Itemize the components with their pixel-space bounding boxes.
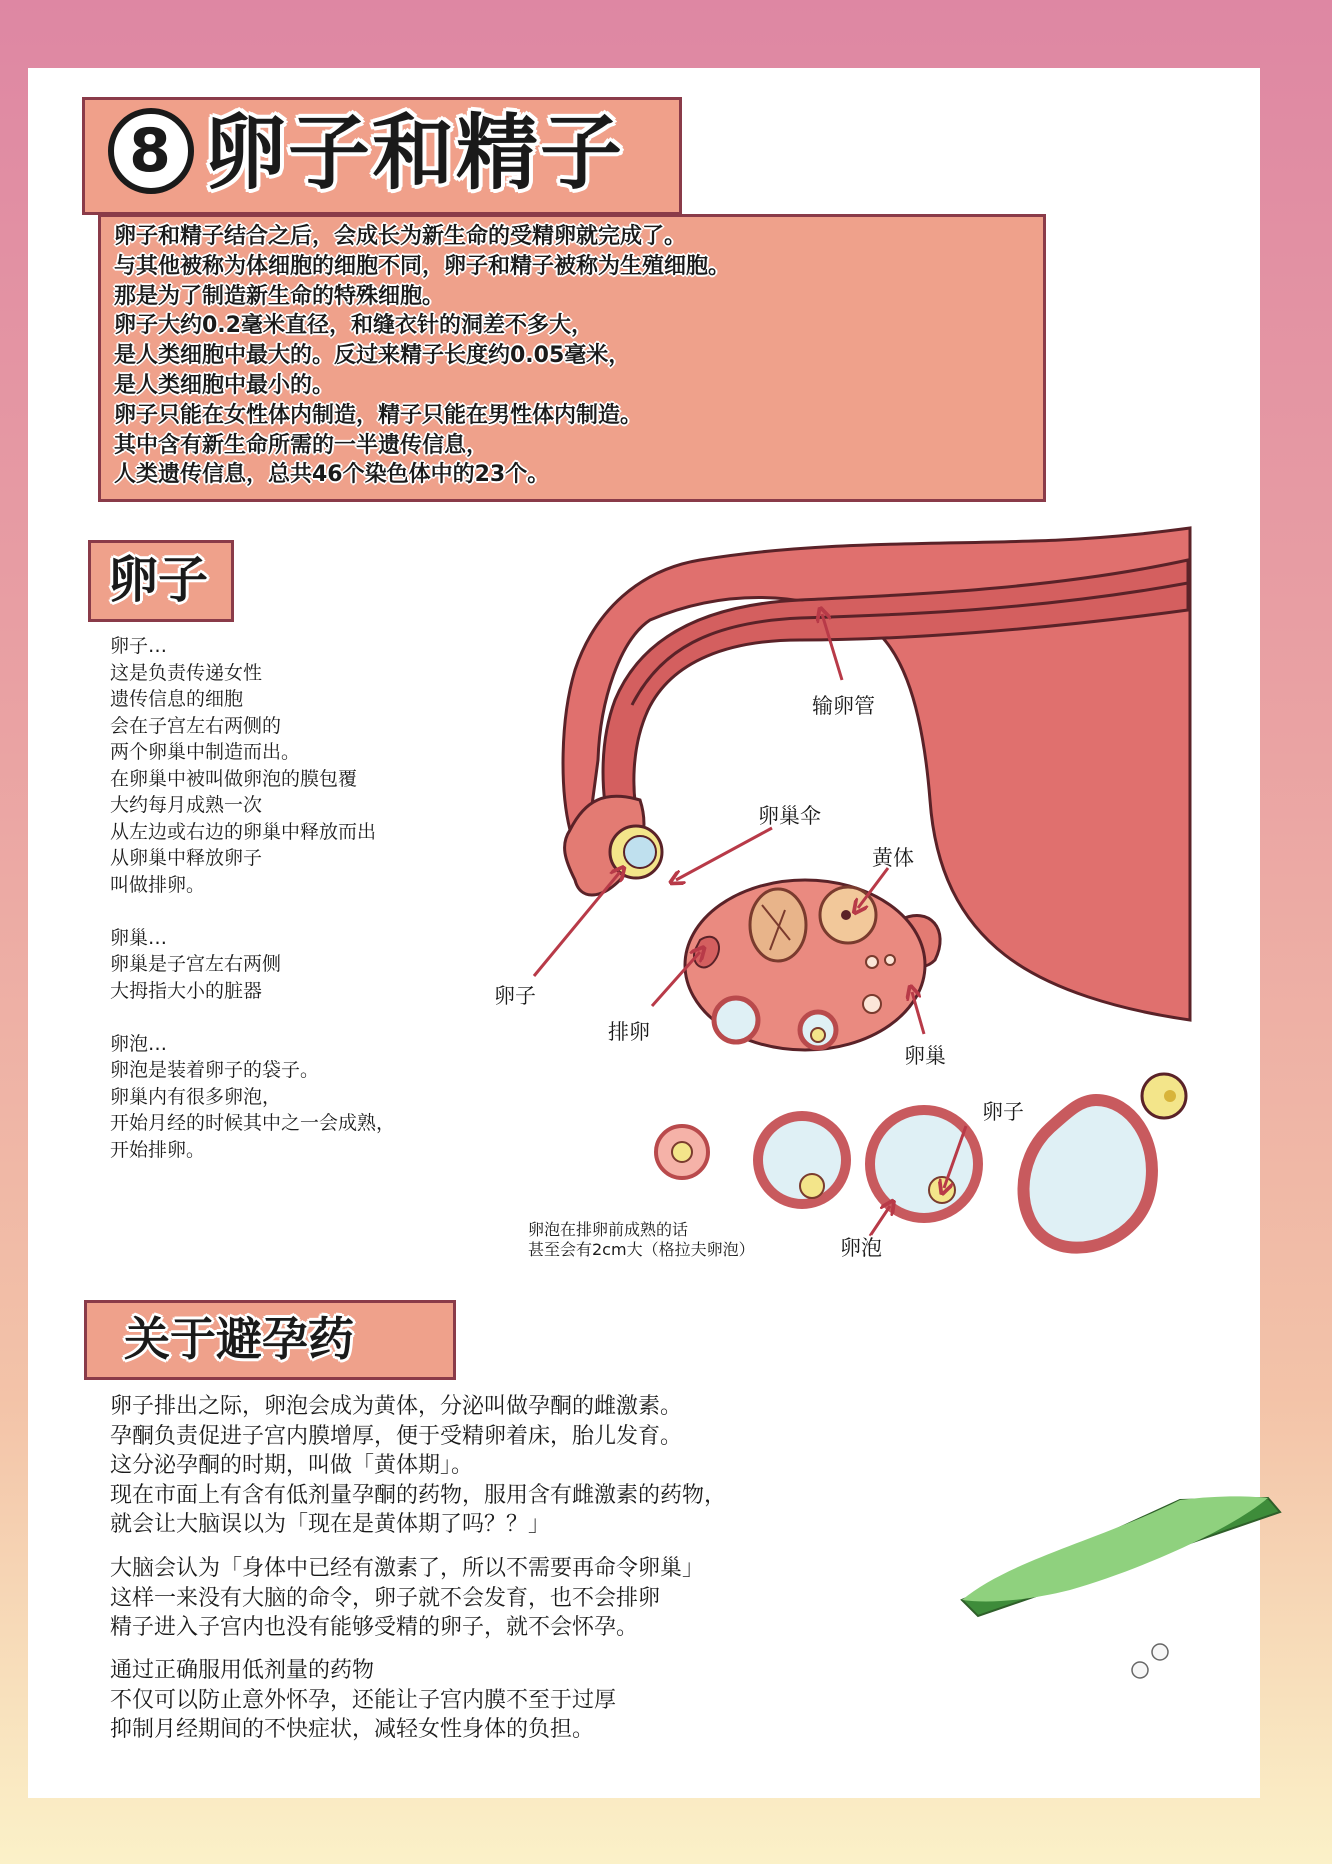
intro-line: 其中含有新生命所需的一半遗传信息， xyxy=(114,432,489,458)
intro-line: 是人类细胞中最大的。反过来精子长度约0.05毫米， xyxy=(114,343,631,369)
pill-text-line: 这分泌孕酮的时期，叫做「黄体期」。 xyxy=(110,1453,474,1478)
caption-line: 卵泡在排卵前成熟的话 xyxy=(528,1220,689,1239)
pill-text-line: 卵子排出之际，卵泡会成为黄体，分泌叫做孕酮的雌激素。 xyxy=(110,1394,683,1419)
pill-text-line: 现在市面上有含有低剂量孕酮的药物，服用含有雌激素的药物， xyxy=(110,1482,727,1508)
egg-text-line: 这是负责传递女性 xyxy=(110,661,263,684)
label-follicle: 卵泡 xyxy=(840,1236,882,1260)
follicle-caption xyxy=(528,1220,755,1260)
pill-pack-illustration xyxy=(962,1496,1280,1678)
egg-text-line: 从卵巢中释放卵子 xyxy=(110,847,263,869)
egg-text-line: 会在子宫左右两侧的 xyxy=(110,714,282,737)
ovary-text-line: 卵巢是子宫左右两侧 xyxy=(110,953,282,975)
egg-heading: 卵子 xyxy=(108,551,208,609)
ovary-text-line: 大拇指大小的脏器 xyxy=(110,979,263,1002)
pill-text-line: 就会让大脑误以为「现在是黄体期了吗？？」 xyxy=(110,1512,551,1537)
label-ovary: 卵巢 xyxy=(904,1044,946,1068)
egg-text-line: 大约每月成熟一次 xyxy=(110,794,263,816)
follicle-text-line: 开始月经的时候其中之一会成熟， xyxy=(110,1112,396,1134)
pill-text-line: 不仅可以防止意外怀孕，还能让子宫内膜不至于过厚 xyxy=(110,1687,617,1713)
title-text: 卵子和精子 xyxy=(204,106,625,201)
pill-text-line: 抑制月经期间的不快症状，减轻女性身体的负担。 xyxy=(110,1717,595,1742)
pill-paragraph-2 xyxy=(110,1554,704,1643)
caption-line: 甚至会有2cm大（格拉夫卵泡） xyxy=(528,1240,755,1259)
pill-text-line: 孕酮负责促进子宫内膜增厚，便于受精卵着床，胎儿发育。 xyxy=(110,1423,683,1449)
ovary-text-line: 卵巢… xyxy=(110,926,168,949)
intro-line: 是人类细胞中最小的。 xyxy=(114,372,335,398)
intro-line: 卵子只能在女性体内制造，精子只能在男性体内制造。 xyxy=(114,402,643,428)
egg-text-line: 从左边或右边的卵巢中释放而出 xyxy=(110,820,377,843)
follicle-text-line: 卵泡… xyxy=(110,1032,168,1055)
label-egg-2: 卵子 xyxy=(982,1100,1024,1124)
pill-text-line: 精子进入子宫内也没有能够受精的卵子，就不会怀孕。 xyxy=(110,1615,639,1640)
label-egg: 卵子 xyxy=(494,984,536,1008)
egg-text-line: 在卵巢中被叫做卵泡的膜包覆 xyxy=(110,767,358,790)
intro-line: 那是为了制造新生命的特殊细胞。 xyxy=(114,283,445,309)
intro-line: 人类遗传信息，总共46个染色体中的23个。 xyxy=(114,462,550,488)
pill-text-line: 这样一来没有大脑的命令，卵子就不会发育，也不会排卵 xyxy=(110,1585,661,1611)
label-fallopian-tube: 输卵管 xyxy=(812,694,875,718)
egg-text-line: 叫做排卵。 xyxy=(110,873,206,896)
pill-text-line: 通过正确服用低剂量的药物 xyxy=(110,1658,375,1683)
intro-line: 卵子大约0.2毫米直径，和缝衣针的洞差不多大， xyxy=(114,313,593,339)
pill-paragraph-1 xyxy=(110,1392,726,1540)
egg-text-line: 遗传信息的细胞 xyxy=(110,688,244,710)
label-fimbria: 卵巢伞 xyxy=(758,804,821,828)
title-number-badge: 8 xyxy=(108,108,194,194)
label-ovulation: 排卵 xyxy=(608,1020,650,1044)
label-corpus-luteum: 黄体 xyxy=(872,846,914,870)
pill-paragraph-3 xyxy=(110,1656,616,1745)
egg-text-line: 卵子… xyxy=(110,635,168,657)
pill-text-line: 大脑会认为「身体中已经有激素了，所以不需要再命令卵巢」 xyxy=(110,1556,705,1581)
egg-text-line: 两个卵巢中制造而出。 xyxy=(110,741,301,763)
intro-line: 与其他被称为体细胞的细胞不同，卵子和精子被称为生殖细胞。 xyxy=(114,253,731,279)
follicle-text-line: 开始排卵。 xyxy=(110,1138,206,1161)
follicle-text-line: 卵巢内有很多卵泡， xyxy=(110,1085,282,1108)
pill-heading: 关于避孕药 xyxy=(124,1312,354,1366)
intro-line: 卵子和精子结合之后，会成长为新生命的受精卵就完成了。 xyxy=(114,224,687,249)
follicle-text-line: 卵泡是装着卵子的袋子。 xyxy=(110,1059,320,1081)
